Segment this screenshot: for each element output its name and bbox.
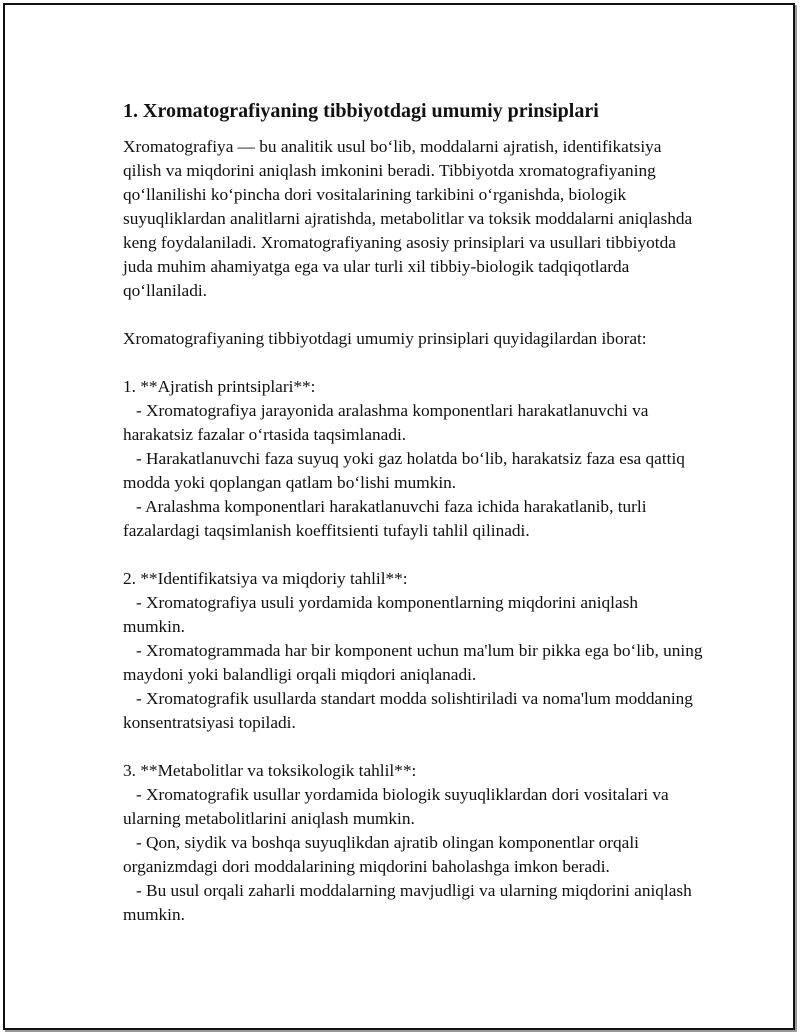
spacer	[123, 303, 703, 327]
lead-paragraph: Xromatografiyaning tibbiyotdagi umumiy prinsiplari quyidagilardan iborat:	[123, 329, 647, 348]
spacer	[123, 543, 703, 567]
intro-paragraph: Xromatografiya — bu analitik usul bo‘lib, moddalarni ajratish, identifikatsiya qilish va miqdorini aniqlash imkonini beradi. Tibbiyotda xromatografiyaning qo‘llanilishi ko‘pincha dori vositalarining tarkibini o‘rganishda, biologik suyuqliklardan analitlarni ajratishda, metabolitlar va toksik moddalarni aniqlashda keng foydalaniladi. Xromatografiyaning asosiy prinsiplari va usullari tibbiyotda juda muhim ahamiyatga ega va ular turli xil tibbiy-biologik tadqiqotlarda qo‘llaniladi.	[123, 137, 697, 300]
list-item: - Xromatografiya usuli yordamida komponentlarning miqdorini aniqlash mumkin.	[123, 593, 643, 636]
spacer	[123, 735, 703, 759]
list-item: - Bu usul orqali zaharli moddalarning mavjudligi va ularning miqdorini aniqlash mumkin.	[123, 881, 697, 924]
spacer	[123, 351, 703, 375]
list-item: - Qon, siydik va boshqa suyuqlikdan ajratib olingan komponentlar orqali organizmdagi dori moddalarining miqdorini baholashga imkon beradi.	[123, 833, 644, 876]
section-heading: 2. **Identifikatsiya va miqdoriy tahlil**:	[123, 569, 408, 588]
document-title: 1. Xromatografiyaning tibbiyotdagi umumiy prinsiplari	[123, 100, 599, 122]
page-frame	[3, 3, 795, 1030]
section-2	[123, 567, 707, 735]
section-heading: 3. **Metabolitlar va toksikologik tahlil**:	[123, 761, 417, 780]
list-item: - Xromatografiya jarayonida aralashma komponentlari harakatlanuvchi va harakatsiz fazalar o‘rtasida taqsimlanadi.	[123, 401, 653, 444]
list-item: - Aralashma komponentlari harakatlanuvchi faza ichida harakatlanib, turli fazalardagi taqsimlanish koeffitsienti tufayli tahlil qilinadi.	[123, 497, 651, 540]
list-item: - Xromatogrammada har bir komponent uchun ma'lum bir pikka ega bo‘lib, uning maydoni yoki balandligi orqali miqdori aniqlanadi.	[123, 641, 707, 684]
list-item: - Xromatografik usullarda standart modda solishtiriladi va noma'lum moddaning konsentratsiyasi topiladi.	[123, 689, 698, 732]
section-1	[123, 375, 703, 543]
section-heading: 1. **Ajratish printsiplari**:	[123, 377, 316, 396]
section-3	[123, 759, 703, 927]
document-body	[123, 97, 707, 927]
list-item: - Harakatlanuvchi faza suyuq yoki gaz holatda bo‘lib, harakatsiz faza esa qattiq modda yoki qoplangan qatlam bo‘lishi mumkin.	[123, 449, 690, 492]
list-item: - Xromatografik usullar yordamida biologik suyuqliklardan dori vositalari va ularning metabolitlarini aniqlash mumkin.	[123, 785, 674, 828]
